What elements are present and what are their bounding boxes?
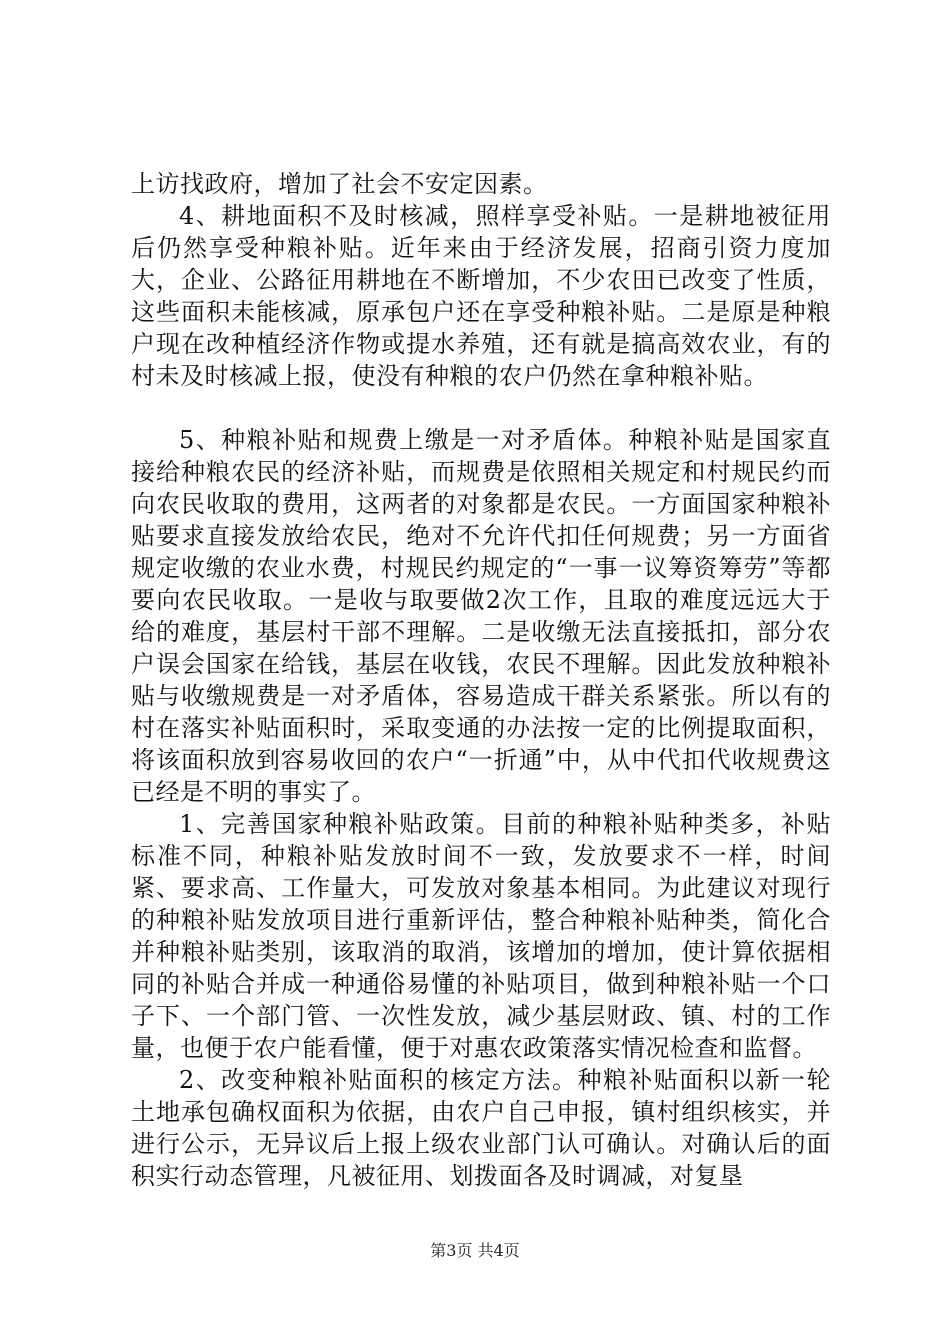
paragraph-suggestion-1: 1、完善国家种粮补贴政策。目前的种粮补贴种类多，补贴标准不同，种粮补贴发放时间不一致，发放要求不一样，时间紧、要求高、工作量大，可发放对象基本相同。为此建议对现行的种粮补贴发放项目进行重新评估，整合种粮补贴种类，简化合并种粮补贴类别，该取消的取消，该增加的增加，使计算依据相同的补贴合并成一种通俗易懂的补贴项目，做到种粮补贴一个口子下、一个部门管、一次性发放，减少基层财政、镇、村的工作量，也便于农户能看懂，便于对惠农政策落实情况检查和监督。 bbox=[131, 810, 831, 1062]
paragraph-item-4: 4、耕地面积不及时核减，照样享受补贴。一是耕地被征用后仍然享受种粮补贴。近年来由于经济发展，招商引资力度加大，企业、公路征用耕地在不断增加，不少农田已改变了性质，这些面积未能核减，原承包户还在享受种粮补贴。二是原是种粮户现在改种植经济作物或提水养殖，还有就是搞高效农业，有的村未及时核减上报，使没有种粮的农户仍然在拿种粮补贴。 bbox=[131, 202, 831, 390]
paragraph-item-5: 5、种粮补贴和规费上缴是一对矛盾体。种粮补贴是国家直接给种粮农民的经济补贴，而规费是依照相关规定和村规民约而向农民收取的费用，这两者的对象都是农民。一方面国家种粮补贴要求直接发放给农民，绝对不允许代扣任何规费；另一方面省规定收缴的农业水费，村规民约规定的“一事一议筹资筹劳”等都要向农民收取。一是收与取要做2次工作，且取的难度远远大于给的难度，基层村干部不理解。二是收缴无法直接抵扣，部分农户误会国家在给钱，基层在收钱，农民不理解。因此发放种粮补贴与收缴规费是一对矛盾体，容易造成干群关系紧张。所以有的村在落实补贴面积时，采取变通的办法按一定的比例提取面积，将该面积放到容易收回的农户“一折通”中，从中代扣代收规费这已经是不明的事实了。 bbox=[131, 426, 831, 806]
paragraph-continuation: 上访找政府，增加了社会不安定因素。 bbox=[131, 170, 548, 198]
page-number-footer: 第3页 共4页 bbox=[430, 1241, 520, 1260]
paragraph-suggestion-2: 2、改变种粮补贴面积的核定方法。种粮补贴面积以新一轮土地承包确权面积为依据，由农户自己申报，镇村组织核实，并进行公示，无异议后上报上级农业部门认可确认。对确认后的面积实行动态管理，凡被征用、划拨面各及时调减，对复垦 bbox=[131, 1066, 831, 1190]
document-body bbox=[131, 168, 831, 1192]
paragraph-spacer bbox=[131, 392, 831, 424]
